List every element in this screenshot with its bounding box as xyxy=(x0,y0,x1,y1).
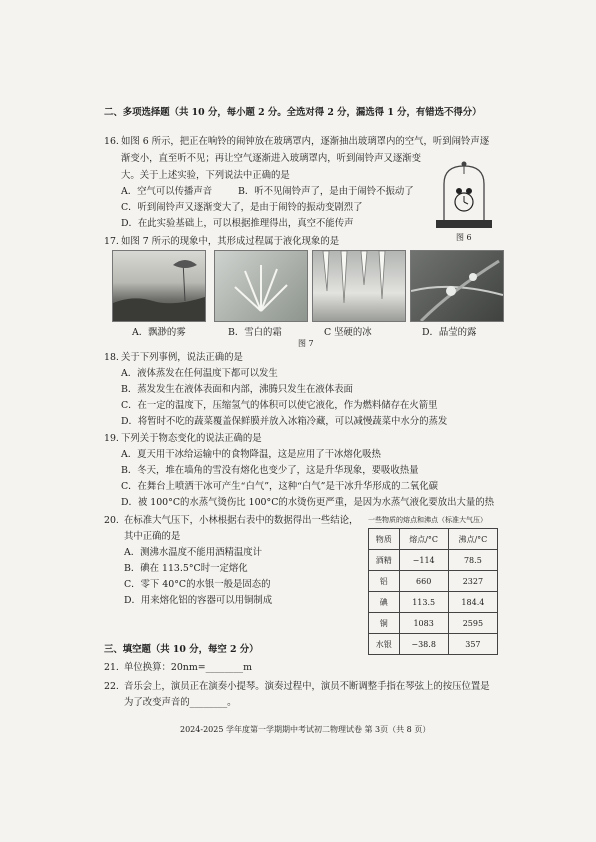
table-row xyxy=(369,592,498,613)
q18-number: 18. xyxy=(104,352,119,363)
table-cell: −114 xyxy=(399,550,448,571)
figure6-label: 图 6 xyxy=(456,233,472,242)
table-row xyxy=(369,613,498,634)
table-row xyxy=(369,634,498,655)
dew-photo xyxy=(410,250,504,322)
section3-title: 三、填空题（共 10 分，每空 2 分） xyxy=(104,644,259,655)
q19-number: 19. xyxy=(104,433,119,444)
page-footer: 2024-2025 学年度第一学期期中考试初二物理试卷 第 3页（共 8 页） xyxy=(180,725,431,734)
q16-line3: 大。关于上述实验，下列说法中正确的是 xyxy=(121,170,290,181)
bell-jar-figure xyxy=(432,160,496,232)
q20-option-d: D．用来熔化铝的容器可以用铜制成 xyxy=(124,595,273,606)
q21-text: 单位换算：20nm=________m xyxy=(124,662,252,673)
table-cell: 113.5 xyxy=(399,592,448,613)
table-header-cell: 熔点/°C xyxy=(399,529,448,550)
q18-option-d: D．将暂时不吃的蔬菜覆盖保鲜膜并放入冰箱冷藏，可以减慢蔬菜中水分的蒸发 xyxy=(121,416,448,427)
q19-option-a: A．夏天用干冰给运输中的食物降温，这是应用了干冰熔化吸热 xyxy=(121,449,381,460)
melting-boiling-table xyxy=(368,528,498,655)
q16-option-b: B．听不见闹铃声了，是由于闹铃不振动了 xyxy=(238,186,414,197)
q16-line2: 渐变小，直至听不见；再让空气逐渐进入玻璃罩内，听到闹铃声又逐渐变 xyxy=(121,153,422,164)
table-header-cell: 物质 xyxy=(369,529,400,550)
q20-option-b: B．碘在 113.5°C时一定熔化 xyxy=(124,563,248,574)
q16-number: 16. xyxy=(104,136,119,147)
table-header-cell: 沸点/°C xyxy=(448,529,497,550)
q19-option-b: B．冬天，堆在墙角的雪没有熔化也变少了，这是升华现象，要吸收热量 xyxy=(121,465,419,476)
q20-option-c: C．零下 40°C的水银一般是固态的 xyxy=(124,579,271,590)
table-cell: 184.4 xyxy=(448,592,497,613)
q22-line2: 为了改变声音的________。 xyxy=(124,697,237,708)
q22-line1: 音乐会上，演员正在演奏小提琴。演奏过程中，演员不断调整手指在琴弦上的按压位置是 xyxy=(124,681,490,692)
table-cell: 1083 xyxy=(399,613,448,634)
caption-ice: C 坚硬的冰 xyxy=(324,327,372,338)
q18-option-a: A．液体蒸发在任何温度下都可以发生 xyxy=(121,368,278,379)
q18-text: 关于下列事例，说法正确的是 xyxy=(121,352,243,363)
q18-option-b: B．蒸发发生在液体表面和内部，沸腾只发生在液体表面 xyxy=(121,384,353,395)
table-row xyxy=(369,550,498,571)
figure7-label: 图 7 xyxy=(298,339,314,348)
q17-number: 17. xyxy=(104,236,119,247)
table-cell: 酒精 xyxy=(369,550,400,571)
q19-option-c: C．在舞台上喷洒干冰可产生“白气”，这种“白气”是干冰升华形成的二氧化碳 xyxy=(121,481,438,492)
q20-option-a: A．测沸水温度不能用酒精温度计 xyxy=(124,547,263,558)
table-cell: 2327 xyxy=(448,571,497,592)
table-cell: 铜 xyxy=(369,613,400,634)
section2-title: 二、多项选择题（共 10 分，每小题 2 分。全选对得 2 分，漏选得 1 分，有错选不得分） xyxy=(104,107,482,118)
caption-fog: A．飘渺的雾 xyxy=(132,327,186,338)
q19-text: 下列关于物态变化的说法正确的是 xyxy=(121,433,262,444)
q16-option-a: A．空气可以传播声音 xyxy=(121,186,213,197)
q20-line1: 在标准大气压下，小林根据右表中的数据得出一些结论， xyxy=(124,515,359,526)
q21-number: 21. xyxy=(104,662,119,673)
table-header-row xyxy=(369,529,498,550)
frost-photo xyxy=(214,250,308,322)
table-cell: −38.8 xyxy=(399,634,448,655)
table-cell: 铝 xyxy=(369,571,400,592)
q16-option-d: D．在此实验基础上，可以根据推理得出，真空不能传声 xyxy=(121,218,354,229)
table-cell: 水银 xyxy=(369,634,400,655)
table-title: 一些物质的熔点和沸点（标准大气压） xyxy=(368,516,487,524)
table-row xyxy=(369,571,498,592)
q17-text: 如图 7 所示的现象中，其形成过程属于液化现象的是 xyxy=(121,236,340,247)
ice-photo xyxy=(312,250,406,322)
q22-number: 22. xyxy=(104,681,119,692)
q19-option-d: D．被 100°C的水蒸气烫伤比 100°C的水烫伤更严重，是因为水蒸气液化要放出大量的热 xyxy=(121,497,494,508)
q16-line1: 如图 6 所示，把正在响铃的闹钟放在玻璃罩内，逐渐抽出玻璃罩内的空气，听到闹铃声逐 xyxy=(121,136,490,147)
caption-dew: D．晶莹的露 xyxy=(422,327,477,338)
fog-photo xyxy=(112,250,206,322)
table-cell: 碘 xyxy=(369,592,400,613)
caption-frost: B．雪白的霜 xyxy=(228,327,282,338)
table-cell: 2595 xyxy=(448,613,497,634)
q18-option-c: C．在一定的温度下，压缩氢气的体积可以使它液化，作为燃料储存在火箭里 xyxy=(121,400,438,411)
q20-number: 20. xyxy=(104,515,119,526)
q16-option-c: C．听到闹铃声又逐渐变大了，是由于闹铃的振动变剧烈了 xyxy=(121,202,363,213)
table-cell: 357 xyxy=(448,634,497,655)
table-cell: 78.5 xyxy=(448,550,497,571)
q20-line2: 其中正确的是 xyxy=(124,531,181,542)
table-cell: 660 xyxy=(399,571,448,592)
